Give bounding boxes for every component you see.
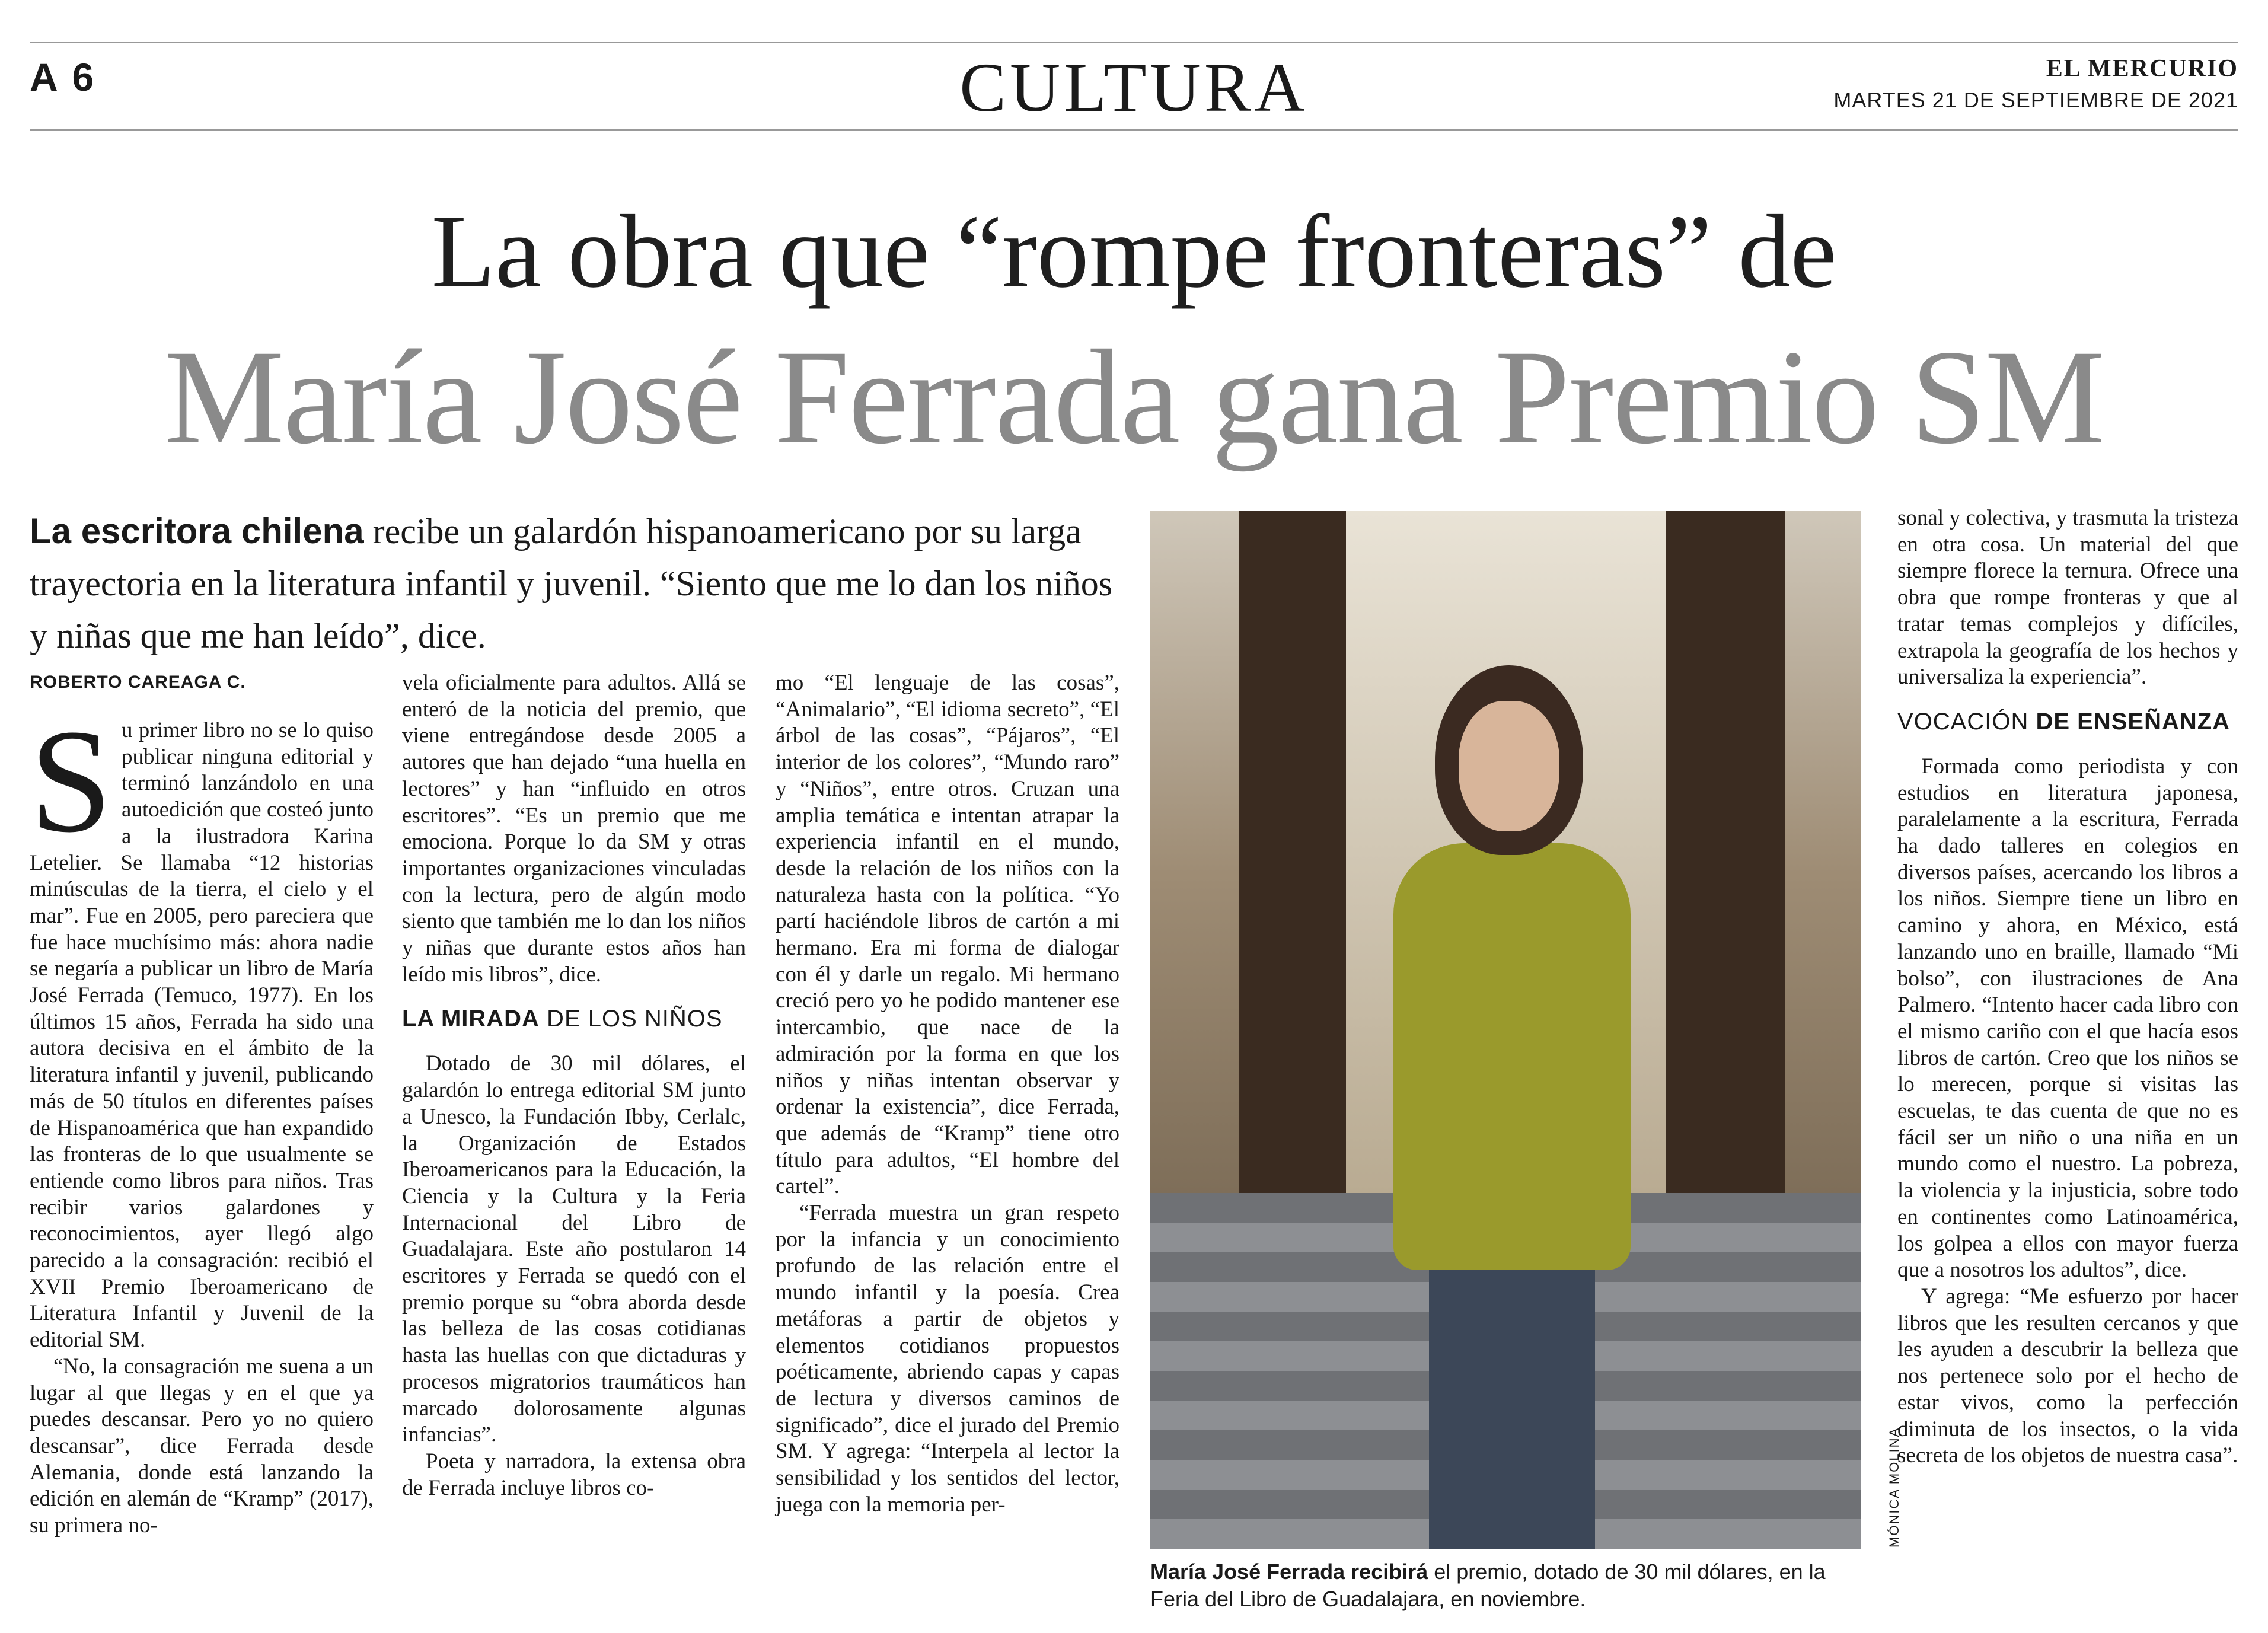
newspaper-name: EL MERCURIO xyxy=(2046,55,2238,82)
col2-paragraph-2: Dotado de 30 mil dólares, el galardón lo entrega editorial SM junto a Unesco, la Fundación Ibby, Cerlalc, la Organización de Estados Iberoamericanos para la Educación, la Ciencia y la Cultura y la Feria Internacional del Libro de Guadalajara. Este año postularon 14 escritores y Ferrada se quedó con el premio porque su “obra aborda desde las belleza de las cosas cotidianas hasta las huellas con que dictaduras y procesos migratorios traumáticos han marcado dolorosamente algunas infancias”. xyxy=(402,1051,746,1447)
photo-person-face xyxy=(1459,701,1559,831)
photo-credit-text: MÓNICA MOLINA xyxy=(1887,1427,1902,1548)
col1-paragraph-2: “No, la consagración me suena a un lugar al que llegas y en el que ya puedes descansar. Pero yo no quiero descansar”, dice Ferrada desde Alemania, donde está lanzando la edición en alemán de “Kramp” (2017), su primera no- xyxy=(30,1354,374,1538)
article-photo xyxy=(1150,511,1861,1549)
caption-text: el premio, dotado de 30 mil dólares, en la Feria del Libro de Guadalajara, en noviembre. xyxy=(1150,1559,1826,1611)
drop-cap: S xyxy=(30,699,113,863)
headline-line-2: María José Ferrada gana Premio SM xyxy=(164,323,2104,472)
photo-caption xyxy=(1150,1558,1868,1613)
col4-paragraph-3: Y agrega: “Me esfuerzo por hacer libros que les resulten cercanos y que les ayuden a descubrir la belleza que nos pertenece solo por el hecho de estar vivos, como la perfección diminuta de los insectos, o la vida secreta de los objetos de nuestra casa”. xyxy=(1897,1284,2238,1468)
deck-text: recibe un galardón hispanoamericano por su larga trayectoria en la literatura infantil y juvenil. “Siento que me lo dan los niños y niñas que me han leído”, dice. xyxy=(30,512,1113,655)
article-column-4 xyxy=(1897,505,2238,1469)
article-column-2 xyxy=(402,670,746,1501)
article-deck xyxy=(30,505,1133,662)
header-rule xyxy=(30,129,2238,131)
section-title: CULTURA xyxy=(959,49,1309,126)
subhead-rest: VOCACIÓN xyxy=(1897,708,2036,735)
photo-credit xyxy=(1869,1427,1902,1548)
col1-paragraph-1: u primer libro no se lo quiso publicar ninguna editorial y terminó lanzándolo en una autoedición que costeó junto a la ilustradora Karina Letelier. Se llamaba “12 historias minúsculas de la tierra, el cielo y el mar”. Fue en 2005, pero pareciera que fue hace muchísimo más: ahora nadie se negaría a publicar un libro de María José Ferrada (Temuco, 1977). En los últimos 15 años, Ferrada ha sido una autora decisiva en el ámbito de la literatura infantil y juvenil, publicando más de 50 títulos en diferentes países de Hispanoamérica que han expandido las fronteras de lo que usualmente se entiende como libros para niños. Tras recibir varios galardones y reconocimientos, ayer llegó algo parecido a la consagración: recibió el XVII Premio Iberoamericano de Literatura Infantil y Juvenil de la editorial SM. xyxy=(30,718,374,1353)
subhead-bold: LA MIRADA xyxy=(402,1006,540,1032)
top-rule xyxy=(30,42,2238,43)
col3-paragraph-2: “Ferrada muestra un gran respeto por la infancia y un conocimiento profundo de las relación entre el mundo infantil y la poesía. Crea metáforas a partir de objetos y elementos cotidianos propuestos poéticamente, abriendo capas y capas de lectura y diversos caminos de significado”, dice el jurado del Premio SM. Y agrega: “Interpela al lector la sensibilidad y los sentidos del lector, juega con la memoria per- xyxy=(776,1201,1119,1517)
col3-paragraph-1: mo “El lenguaje de las cosas”, “Animalario”, “El idioma secreto”, “El árbol de las cosas”, “Pájaros”, “El interior de los colores”, “Mundo raro” y “Niños”, entre otros. Cruzan una amplia temática e intentan atrapar la experiencia infantil en el mundo, desde la relación de los niños con la naturaleza hasta con la política. “Yo partí haciéndole libros de cartón a mi hermano. Era mi forma de dialogar con él y darle un regalo. Mi hermano creció pero yo he podido mantener ese intercambio, que nace de la admiración por la forma en que los niños y niñas intentan observar y ordenar la existencia”, dice Ferrada, que además de “Kramp” tiene otro título para adultos, “El hombre del cartel”. xyxy=(776,671,1119,1199)
deck-lead: La escritora chilena xyxy=(30,511,364,551)
subhead-rest: DE LOS NIÑOS xyxy=(539,1006,723,1032)
subhead-vocacion xyxy=(1897,704,2238,739)
article-column-1 xyxy=(30,699,374,1539)
col4-paragraph-2: Formada como periodista y con estudios en literatura japonesa, paralelamente a la escritura, Ferrada ha dado talleres en colegios en diversos países, acercando los libros a los niños. Siempre tiene un libro en camino y ahora, en México, está lanzando uno en braille, llamado “Mi bolso”, con ilustraciones de Ana Palmero. “Intento hacer cada libro con el mismo cariño con el que hacía esos libros de cartón. Creo que los niños se lo merecen, porque si visitas las escuelas, te das cuenta de que no es fácil ser un niño o una niña en un mundo como el nuestro. La pobreza, la violencia y la injusticia, sobre todo en continentes como Latinoamérica, los golpea a ellos con mayor fuerza que a nosotros los adultos”, dice. xyxy=(1897,754,2238,1283)
col2-paragraph-3: Poeta y narradora, la extensa obra de Ferrada incluye libros co- xyxy=(402,1449,746,1500)
article-column-3 xyxy=(776,670,1119,1519)
page-number: A 6 xyxy=(30,55,97,99)
issue-date: MARTES 21 DE SEPTIEMBRE DE 2021 xyxy=(1833,88,2238,112)
photo-person-body xyxy=(1393,843,1631,1270)
byline: ROBERTO CAREAGA C. xyxy=(30,672,246,692)
col2-paragraph-1: vela oficialmente para adultos. Allá se enteró de la noticia del premio, que viene entregándose desde 2005 a autores que han dejado “una huella en lectores” y han “influido en otros escritores”. “Es un premio que me emociona. Porque lo da SM y otras importantes organizaciones vinculadas con la lectura, pero de algún modo siento que también me lo dan los niños y niñas que durante estos años han leído mis libros”, dice. xyxy=(402,671,746,987)
subhead-la-mirada xyxy=(402,1001,746,1036)
col4-paragraph-1: sonal y colectiva, y trasmuta la tristeza en otra cosa. Un material del que siempre florece la ternura. Ofrece una obra que rompe fronteras y que al tratar temas complejos y difíciles, extrapola la geografía de los hechos y universaliza la experiencia”. xyxy=(1897,506,2238,690)
photo-person-legs xyxy=(1429,1258,1595,1549)
caption-bold: María José Ferrada recibirá xyxy=(1150,1559,1428,1584)
masthead xyxy=(1833,55,2238,113)
headline-line-1: La obra que “rompe fronteras” de xyxy=(431,194,1837,310)
subhead-bold: DE ENSEÑANZA xyxy=(2036,708,2231,735)
